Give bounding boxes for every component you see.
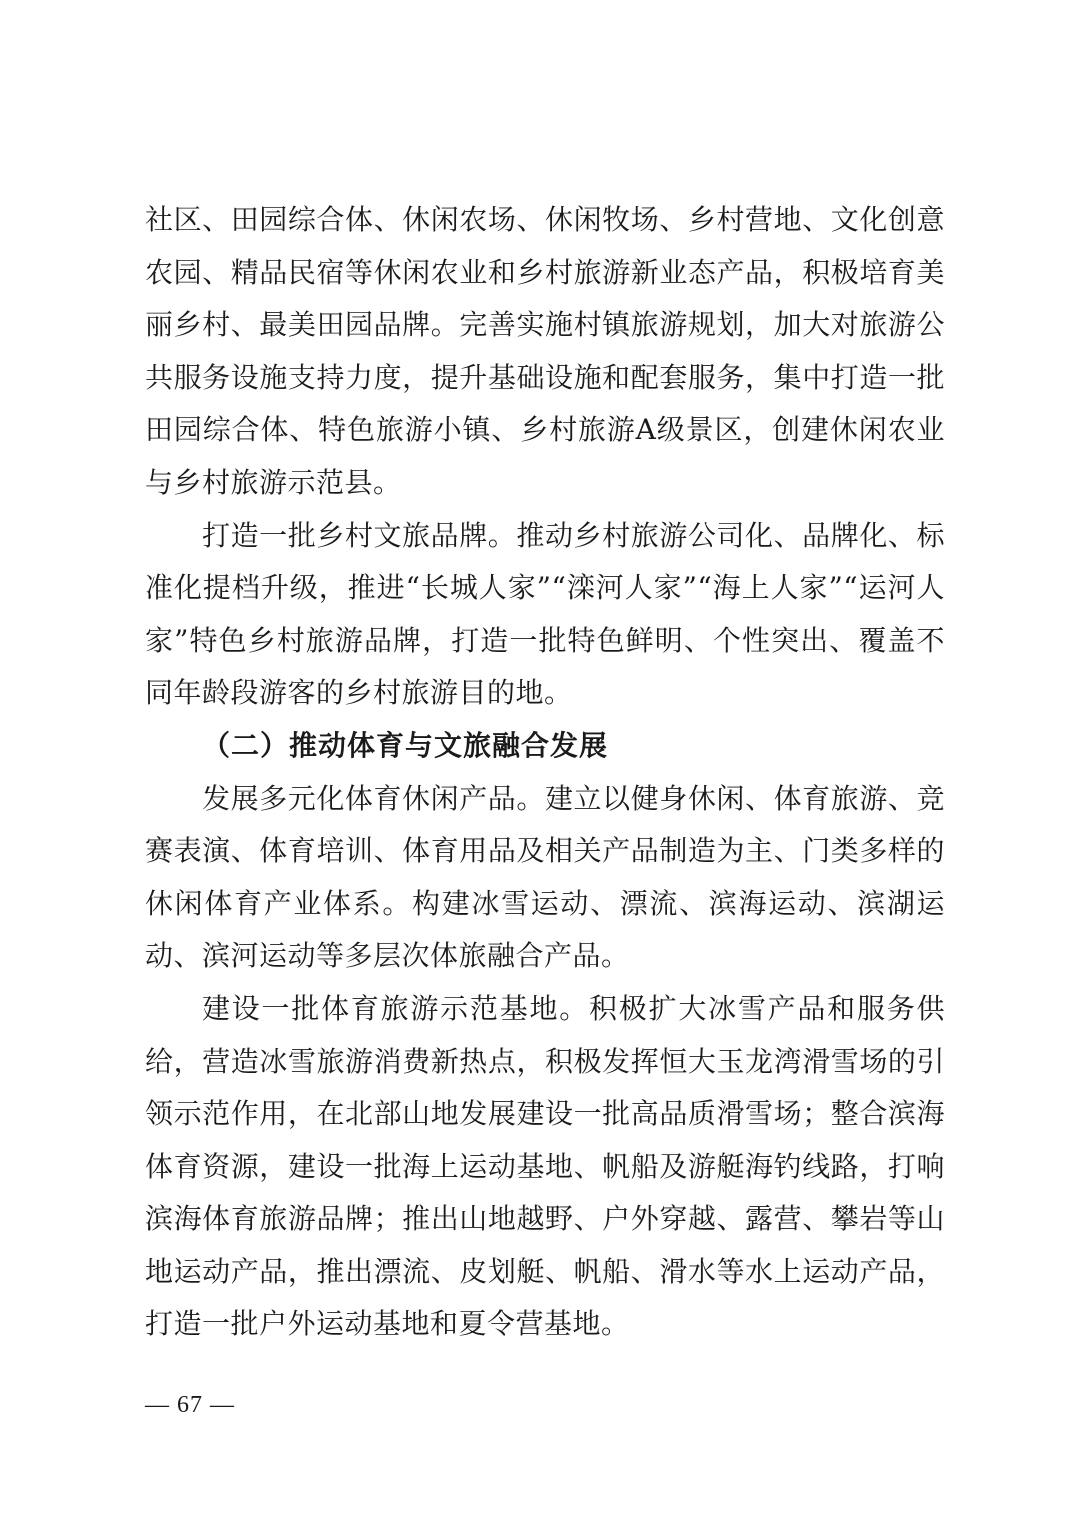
paragraph-sports-tourism-bases: 建设一批体育旅游示范基地。积极扩大冰雪产品和服务供给，营造冰雪旅游消费新热点，积极发挥恒大玉龙湾滑雪场的引领示范作用，在北部山地发展建设一批高品质滑雪场；整合滨海体育资源，建设一批海上运动基地、帆船及游艇海钓线路，打响滨海体育旅游品牌；推出山地越野、户外穿越、露营、攀岩等山地运动产品，推出漂流、皮划艇、帆船、滑水等水上运动产品，打造一批户外运动基地和夏令营基地。 (145, 991, 945, 1341)
document-body (145, 194, 945, 1351)
paragraph-rural-brands: 打造一批乡村文旅品牌。推动乡村旅游公司化、品牌化、标准化提档升级，推进“长城人家”“滦河人家”“海上人家”“运河人家”特色乡村旅游品牌，打造一批特色鲜明、个性突出、覆盖不同年龄段游客的乡村旅游目的地。 (145, 518, 945, 710)
section-heading-sports-tourism: （二）推动体育与文旅融合发展 (202, 728, 609, 762)
paragraph-rural-tourism-continuation: 社区、田园综合体、休闲农场、休闲牧场、乡村营地、文化创意农园、精品民宿等休闲农业和乡村旅游新业态产品，积极培育美丽乡村、最美田园品牌。完善实施村镇旅游规划，加大对旅游公共服务设施支持力度，提升基础设施和配套服务，集中打造一批田园综合体、特色旅游小镇、乡村旅游A级景区，创建休闲农业与乡村旅游示范县。 (145, 203, 945, 499)
paragraph-sports-leisure-products: 发展多元化体育休闲产品。建立以健身休闲、体育旅游、竞赛表演、体育培训、体育用品及相关产品制造为主、门类多样的休闲体育产业体系。构建冰雪运动、漂流、滨海运动、滨湖运动、滨河运动等多层次体旅融合产品。 (145, 781, 945, 973)
page-number: — 67 — (145, 1392, 235, 1418)
